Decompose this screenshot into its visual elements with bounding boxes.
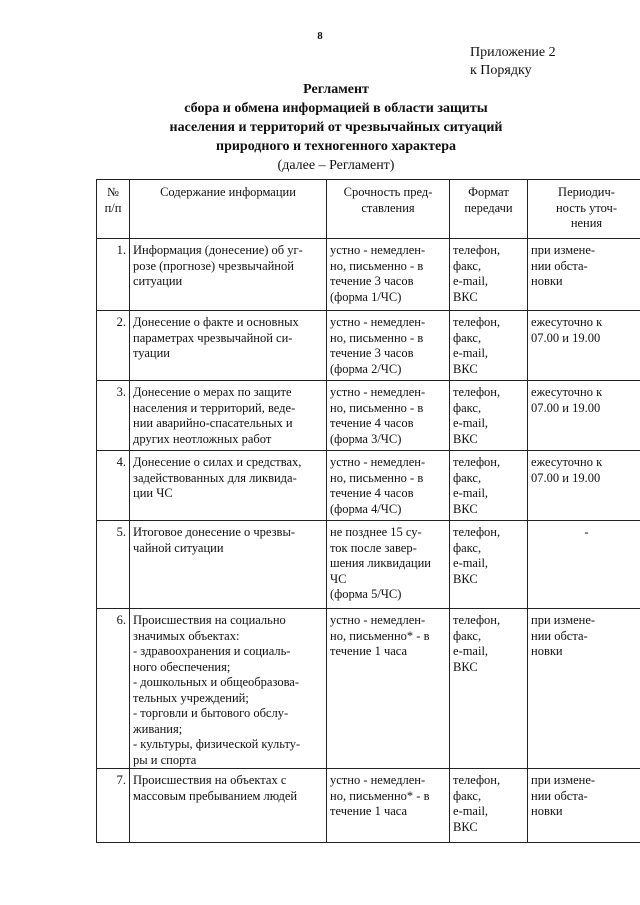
table-row [97,521,640,609]
cell-text-line: туации [133,346,170,360]
cell-text-line: тельных учреждений; [133,690,249,705]
cell-text-line: телефон, [453,455,501,469]
header-text-line: п/п [104,200,122,215]
cell-text-line: течение 4 часов [330,416,414,430]
cell-text-line: ВКС [453,431,478,446]
cell-text-line: задействованных для ликвида- [133,470,297,485]
cell-text-line: - торговли и бытового обслу- [133,706,289,720]
cell-text-line: населения и территорий, веде- [133,400,296,415]
cell-text-line: массовым пребыванием людей [133,788,298,803]
cell-text-line: - дошкольных и общеобразова- [133,675,300,689]
cell-text-line: течение 1 часа [330,644,408,658]
cell-text-line: - здравоохранения и социаль- [133,644,291,658]
cell-content [130,311,327,381]
header-number [97,180,130,239]
cell-text-line: чайной ситуации [133,540,224,555]
cell-periodicity [528,521,640,609]
header-text-line: Содержание информации [160,185,296,199]
cell-text-line: новки [531,644,563,658]
cell-text-line: факс, [453,788,482,803]
table-row [97,311,640,381]
cell-text-line: но, письменно* - в [330,628,430,643]
cell-text-line: (форма 5/ЧС) [330,587,402,601]
header-text-line: ность уточ- [555,200,617,215]
header-urgency [327,180,450,239]
cell-text-line: течение 3 часов [330,346,414,360]
cell-text-line: телефон, [453,243,501,257]
cell-content [130,451,327,521]
row-number: 5. [97,521,130,609]
row-number: 1. [97,239,130,311]
cell-urgency [327,311,450,381]
cell-text-line: e-mail, [453,644,489,658]
cell-text-line: (форма 4/ЧС) [330,501,402,516]
cell-periodicity [528,769,640,843]
cell-text-line: ежесуточно к [531,385,603,399]
cell-text-line: устно - немедлен- [330,385,426,399]
cell-text-line: (форма 3/ЧС) [330,431,402,446]
table-row [97,381,640,451]
cell-text-line: ВКС [453,361,478,376]
cell-text-line: Донесение о силах и средствах, [133,455,302,469]
cell-urgency [327,521,450,609]
cell-text-line: течение 3 часов [330,274,414,288]
table-header-row [97,180,640,239]
header-text-line: Периодич- [558,185,615,199]
cell-content [130,381,327,451]
cell-text-line: значимых объектах: [133,628,240,643]
cell-urgency [327,769,450,843]
cell-text-line: устно - немедлен- [330,315,426,329]
cell-text-line: ежесуточно к [531,455,603,469]
cell-text-line: ежесуточно к [531,315,603,329]
cell-urgency [327,609,450,769]
cell-text-line: e-mail, [453,804,489,818]
cell-text-line: факс, [453,330,482,345]
header-text-line: № [107,185,119,199]
header-text-line: нения [570,216,603,230]
cell-text-line: факс, [453,540,482,555]
cell-text-line: шения ликвидации [330,556,431,570]
cell-text-line: - [584,525,589,539]
cell-text-line: e-mail, [453,274,489,288]
cell-periodicity [528,311,640,381]
cell-text-line: параметрах чрезвычайной си- [133,330,293,345]
cell-periodicity [528,609,640,769]
cell-text-line: 07.00 и 19.00 [531,330,601,345]
cell-text-line: телефон, [453,385,501,399]
table-row [97,451,640,521]
cell-text-line: факс, [453,628,482,643]
cell-text-line: не позднее 15 су- [330,525,422,539]
header-text-line: передачи [464,200,513,215]
cell-text-line: ного обеспечения; [133,659,231,674]
cell-text-line: (форма 1/ЧС) [330,289,402,304]
cell-urgency [327,381,450,451]
cell-format [450,311,528,381]
appendix-line-2: к Порядку [470,63,532,78]
cell-format [450,521,528,609]
cell-text-line: но, письменно - в [330,258,424,273]
cell-text-line: 07.00 и 19.00 [531,470,601,485]
cell-text-line: Происшествия на социально [133,613,286,627]
title-line-3: населения и территорий от чрезвычайных ситуаций [169,120,503,135]
cell-text-line: Донесение о факте и основных [133,315,299,329]
document-title [0,80,640,175]
cell-text-line: течение 4 часов [330,486,414,500]
cell-periodicity [528,451,640,521]
cell-text-line: ции ЧС [133,486,173,500]
row-number: 4. [97,451,130,521]
cell-text-line: устно - немедлен- [330,243,426,257]
cell-text-line: ток после завер- [330,540,417,555]
cell-format [450,239,528,311]
title-line-4: природного и техногенного характера [216,139,456,154]
header-periodicity [528,180,640,239]
cell-text-line: устно - немедлен- [330,455,426,469]
cell-text-line: но, письменно - в [330,470,424,485]
table-row [97,239,640,311]
cell-text-line: телефон, [453,525,501,539]
cell-text-line: при измене- [531,613,596,627]
header-content [130,180,327,239]
cell-text-line: e-mail, [453,486,489,500]
header-text-line: Срочность пред- [343,185,433,199]
title-line-1: Регламент [303,82,369,97]
appendix-line-1: Приложение 2 [470,45,556,60]
cell-format [450,451,528,521]
cell-text-line: при измене- [531,243,596,257]
row-number: 3. [97,381,130,451]
cell-text-line: (форма 2/ЧС) [330,361,402,376]
cell-text-line: 07.00 и 19.00 [531,400,601,415]
cell-text-line: e-mail, [453,556,489,570]
header-text-line: ставления [361,200,415,215]
cell-text-line: факс, [453,400,482,415]
cell-text-line: телефон, [453,315,501,329]
cell-text-line: новки [531,274,563,288]
cell-text-line: ВКС [453,819,478,834]
cell-text-line: при измене- [531,773,596,787]
cell-periodicity [528,381,640,451]
cell-format [450,769,528,843]
cell-text-line: нии аварийно-спасательных и [133,416,293,430]
cell-text-line: e-mail, [453,416,489,430]
cell-text-line: устно - немедлен- [330,613,426,627]
cell-text-line: телефон, [453,773,501,787]
cell-text-line: телефон, [453,613,501,627]
cell-text-line: но, письменно - в [330,330,424,345]
cell-text-line: ры и спорта [133,752,197,767]
cell-text-line: ВКС [453,501,478,516]
cell-text-line: - культуры, физической культу- [133,737,301,751]
page-number: 8 [317,30,323,42]
cell-text-line: ЧС [330,571,347,586]
cell-text-line: течение 1 часа [330,804,408,818]
row-number: 7. [97,769,130,843]
table-row [97,769,640,843]
header-text-line: Формат [468,185,509,199]
cell-content [130,609,327,769]
cell-format [450,381,528,451]
cell-text-line: новки [531,804,563,818]
cell-urgency [327,239,450,311]
table-row [97,609,640,769]
cell-text-line: нии обста- [531,258,588,273]
cell-text-line: ВКС [453,571,478,586]
cell-content [130,239,327,311]
cell-text-line: Информация (донесение) об уг- [133,243,303,257]
title-line-2: сбора и обмена информацией в области защиты [184,101,488,116]
cell-text-line: но, письменно* - в [330,788,430,803]
cell-text-line: Итоговое донесение о чрезвы- [133,525,296,539]
regulation-table [96,179,640,843]
title-subtitle: (далее – Регламент) [277,158,395,173]
cell-text-line: факс, [453,470,482,485]
cell-text-line: но, письменно - в [330,400,424,415]
cell-text-line: ВКС [453,289,478,304]
cell-text-line: розе (прогнозе) чрезвычайной [133,258,294,273]
cell-text-line: ситуации [133,274,183,288]
header-format [450,180,528,239]
cell-text-line: Происшествия на объектах с [133,773,287,787]
row-number: 6. [97,609,130,769]
row-number: 2. [97,311,130,381]
cell-format [450,609,528,769]
cell-text-line: устно - немедлен- [330,773,426,787]
cell-text-line: нии обста- [531,628,588,643]
cell-text-line: нии обста- [531,788,588,803]
cell-text-line: факс, [453,258,482,273]
cell-text-line: живания; [133,721,183,736]
cell-text-line: e-mail, [453,346,489,360]
cell-text-line: других неотложных работ [133,431,272,446]
cell-content [130,769,327,843]
cell-periodicity [528,239,640,311]
cell-text-line: Донесение о мерах по защите [133,385,292,399]
appendix-note [470,44,556,80]
cell-urgency [327,451,450,521]
cell-text-line: ВКС [453,659,478,674]
cell-content [130,521,327,609]
